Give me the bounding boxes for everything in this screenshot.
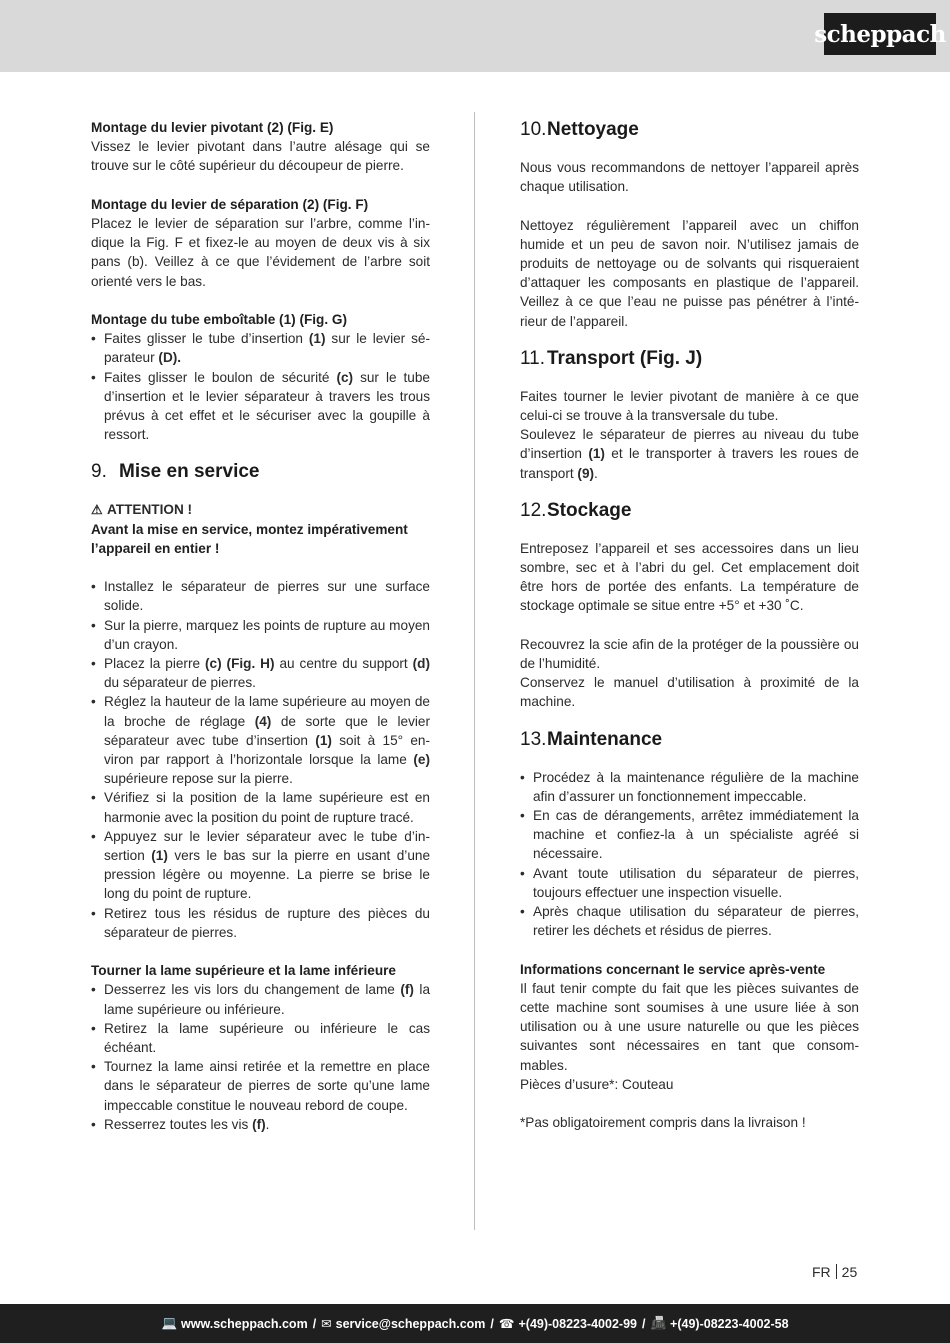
phone-number: +(49)-08223-4002-99 (518, 1316, 637, 1331)
brand-logo (814, 13, 946, 55)
delivery-note: *Pas obligatoirement compris dans la livraison ! (520, 1115, 806, 1131)
email-link[interactable]: service@scheppach.com (335, 1316, 486, 1331)
fax-icon: 📠 (650, 1316, 667, 1330)
mail-icon: ✉ (321, 1317, 332, 1331)
column-divider (474, 112, 475, 1230)
warning-text: Avant la mise en service, montez impérativement l’appareil en entier ! (91, 521, 408, 556)
list-item: • Faites glisser le tube d’insertion (1) sur le levier sé- parateur (D). (91, 329, 430, 367)
section-heading-12: 12. Stockage (520, 499, 632, 521)
paragraph-storage-2: Recouvrez la scie afin de la protéger de la poussière ou de l’humidité. (520, 636, 859, 672)
list-item: • Tournez la lame ainsi retirée et la remettre en place dans le séparateur de pierres de sorte qu’une lame impeccable constitue le nouveau rebord de coupe. (91, 1057, 430, 1115)
subheading-after-sales: Informations concernant le service après-vente (520, 961, 826, 977)
list-item: • Avant toute utilisation du séparateur de pierres, toujours effectuer une inspection visuelle. (520, 864, 859, 902)
insertion-tube-list (91, 329, 430, 444)
list-item: • Placez la pierre (c) (Fig. H) au centre du support (d) du séparateur de pierres. (91, 654, 430, 692)
paragraph-storage-3: Conservez le manuel d’utilisation à proximité de la machine. (520, 675, 859, 710)
list-item: • Retirez tous les résidus de rupture des pièces du séparateur de pierres. (91, 904, 430, 942)
subheading-pivot-lever: Montage du levier pivotant (2) (Fig. E) (91, 120, 334, 135)
paragraph-separation-lever: Placez le levier de séparation sur l’arbre, comme l’in- dique la Fig. F et fixez-le au moyen de deux vis à six pans (b). Veillez à ce que l’évidement de l’arbre soit orienté vers le bas. (91, 216, 430, 289)
list-item: • Procédez à la maintenance régulière de la machine afin d’assurer un fonctionnement impeccable. (520, 768, 859, 806)
maintenance-list (520, 768, 859, 941)
list-item: • Faites glisser le boulon de sécurité (c) sur le tube d’insertion et le levier séparateur à travers les trous prévus à cet effet et le sécuriser avec la goupille à ressort. (91, 368, 430, 445)
subheading-turn-blades: Tourner la lame supérieure et la lame inférieure (91, 963, 396, 979)
list-item: • Desserrez les vis lors du changement de lame (f) la lame supérieure ou inférieure. (91, 980, 430, 1018)
list-item: • Sur la pierre, marquez les points de rupture au moyen d’un crayon. (91, 616, 430, 654)
header-band (0, 0, 950, 72)
warning-label: ⚠ ATTENTION ! (91, 500, 430, 519)
computer-icon: 💻 (161, 1316, 178, 1330)
list-item: • Après chaque utilisation du séparateur de pierres, retirer les déchets et résidus de pierres. (520, 902, 859, 940)
left-column (91, 118, 430, 1134)
list-item: • Resserrez toutes les vis (f). (91, 1115, 430, 1134)
list-item: • En cas de dérangements, arrêtez immédiatement la machine et confiez-la à un spécialiste agréé si nécessaire. (520, 806, 859, 864)
paragraph-storage-1: Entreposez l’appareil et ses accessoires dans un lieu sombre, sec et à l’abri du gel. Cet emplacement doit être hors de portée des enfants. La température de stockage optimale se situe entre +5° et +30 ˚C. (520, 540, 859, 614)
list-item: • Retirez la lame supérieure ou inférieure le cas échéant. (91, 1019, 430, 1057)
list-item: • Appuyez sur le levier séparateur avec le tube d’in- sertion (1) vers le bas sur la pierre en usant d’une pression légère ou moyenne. La pierre se brise le long du point de rupture. (91, 827, 430, 904)
section-heading-10: 10. Nettoyage (520, 119, 639, 140)
paragraph-transport-1: Faites tourner le levier pivotant de manière à ce que celui-ci se trouve à la transversale du tube. (520, 388, 859, 424)
paragraph-cleaning-2: Nettoyez régulièrement l’appareil avec un chiffon humide et un peu de savon noir. N’utilisez jamais de produits de nettoyage ou de solvants qui risqueraient d’attaquer les composants en plastique de l’appareil. Veillez à ce que l’eau ne puisse pas pénétrer à l’inté- rieur de l’appareil. (520, 217, 859, 329)
list-item: • Réglez la hauteur de la lame supérieure au moyen de la broche de réglage (4) de sorte que le levier séparateur avec tube d’insertion (1) soit à 15° en- viron par rapport à l’horizontale lorsque la lame (e) supérieure repose sur la pierre. (91, 692, 430, 788)
section-heading-13: 13. Maintenance (520, 728, 663, 750)
paragraph-after-sales: Il faut tenir compte du fait que les pièces suivantes de cette machine sont soumises à une usure liée à son utilisation ou à une usure naturelle ou que les pièces suivantes sont nécessaires en tant que consom- mables. (520, 980, 859, 1073)
list-item: • Vérifiez si la position de la lame supérieure est en harmonie avec la position du point de rupture tracé. (91, 788, 430, 826)
section-heading-9: 9. Mise en service (91, 461, 260, 483)
subheading-separation-lever: Montage du levier de séparation (2) (Fig. F) (91, 196, 369, 212)
section-heading-11: 11. Transport (Fig. J) (520, 347, 703, 369)
website-link[interactable]: www.scheppach.com (181, 1316, 308, 1331)
list-item: • Installez le séparateur de pierres sur une surface solide. (91, 577, 430, 615)
fax-number: +(49)-08223-4002-58 (670, 1316, 789, 1331)
warning-icon: ⚠ (91, 502, 103, 518)
wear-parts: Pièces d’usure*: Couteau (520, 1076, 674, 1092)
right-column (520, 118, 859, 1132)
commissioning-list (91, 577, 430, 942)
paragraph-cleaning-1: Nous vous recommandons de nettoyer l’appareil après chaque utilisation. (520, 160, 859, 195)
phone-icon: ☎ (498, 1317, 515, 1331)
paragraph-pivot-lever: Vissez le levier pivotant dans l’autre alésage qui se trouve sur le côté supérieur du découpeur de pierre. (91, 139, 430, 174)
subheading-insertion-tube: Montage du tube emboîtable (1) (Fig. G) (91, 312, 348, 327)
brand-logo-text: scheppach (814, 20, 946, 48)
paragraph-transport-2: Soulevez le séparateur de pierres au niveau du tube d’insertion (1) et le transporter à travers les roues de transport (9). (520, 427, 859, 481)
turn-blades-list (91, 980, 430, 1134)
page-number: FR 25 (812, 1264, 858, 1280)
footer-band: 💻 www.scheppach.com / ✉ service@scheppach.com / ☎ +(49)-08223-4002-99 / 📠 +(49)-08223-4002-58 (0, 1304, 950, 1343)
